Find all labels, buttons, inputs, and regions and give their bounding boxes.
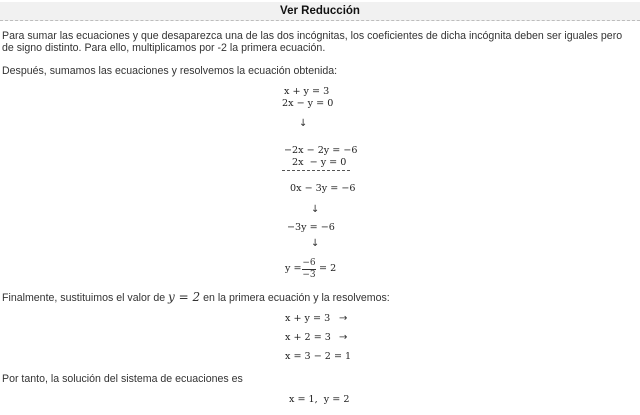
equation-2: 2x − y = 0 (282, 98, 334, 109)
down-arrow-icon: ↓ (311, 238, 320, 249)
substitute-paragraph (2, 292, 634, 305)
equation-5: 0x − 3y = −6 (290, 183, 356, 194)
substitute-text-before: Finalmente, sustituimos el valor de (2, 292, 169, 304)
equation-3: −2x − 2y = −6 (284, 145, 358, 156)
fraction-numerator: −6 (302, 258, 316, 268)
equation-1: x + y = 3 (284, 86, 330, 97)
substitution-2: x + 2 = 3 (285, 332, 331, 343)
substitution-3: x = 3 − 2 = 1 (285, 351, 352, 362)
fraction-denominator: −3 (302, 270, 316, 280)
substitution-1: x + y = 3 (285, 313, 331, 324)
fraction (302, 258, 316, 281)
down-arrow-icon: ↓ (299, 118, 308, 129)
right-arrow-icon: → (339, 332, 348, 343)
down-arrow-icon: ↓ (311, 204, 320, 215)
right-arrow-icon: → (339, 313, 348, 324)
equation-4: 2x − y = 0 (292, 157, 347, 168)
conclusion-paragraph: Por tanto, la solución del sistema de ecuaciones es (2, 373, 243, 385)
equation-7-rhs: = 2 (319, 263, 337, 274)
equation-6: −3y = −6 (287, 222, 335, 233)
sum-divider (282, 170, 350, 171)
inline-math: y = 2 (168, 290, 201, 304)
reduction-header[interactable] (0, 2, 640, 21)
substitute-text-after: en la primera ecuación y la resolvemos: (200, 292, 390, 304)
header-title: Ver Reducción (280, 5, 360, 17)
intro-paragraph: Para sumar las ecuaciones y que desaparezca una de las dos incógnitas, los coeficientes de dicha incógnita deben ser iguales pero de signo distinto. Para ello, multiplicamos por -2 la primera ecuación. (2, 30, 623, 54)
equation-7-lhs: y = (285, 263, 302, 274)
sum-paragraph: Después, sumamos las ecuaciones y resolvemos la ecuación obtenida: (2, 65, 338, 77)
solution: x = 1, y = 2 (289, 394, 350, 405)
